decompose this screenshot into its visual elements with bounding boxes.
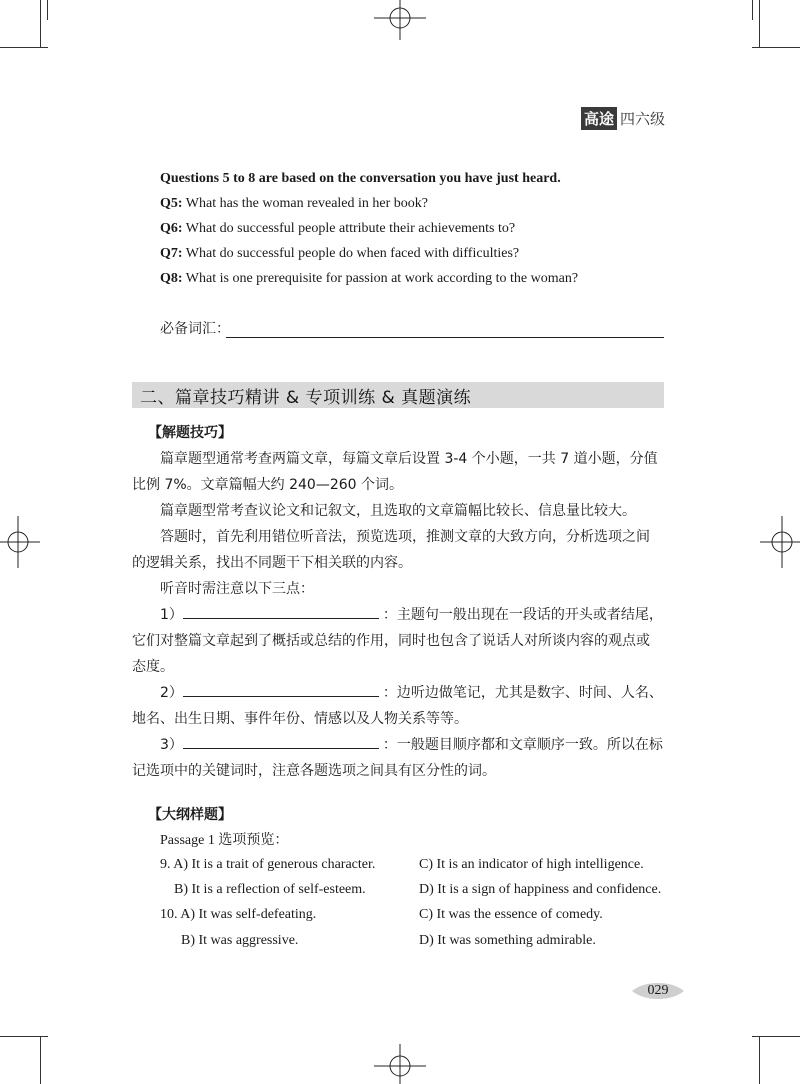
crop-mark	[752, 1036, 800, 1037]
option-10b: B) It was aggressive.	[181, 933, 299, 948]
option-9a: 9. A) It is a trait of generous character.	[160, 857, 376, 872]
tips-paragraph: 篇章题型通常考查两篇文章，每篇文章后设置 3-4 个小题，一共 7 道小题，分值	[160, 451, 658, 467]
option-10d: D) It was something admirable.	[419, 933, 596, 948]
point-number: 3）	[160, 737, 183, 753]
passage-label: Passage 1 选项预览：	[160, 833, 289, 848]
registration-mark-icon	[760, 512, 800, 572]
question-text: What do successful people do when faced with difficulties?	[182, 246, 520, 261]
question-text: What is one prerequisite for passion at work according to the woman?	[182, 271, 579, 286]
option-9d: D) It is a sign of happiness and confidence.	[419, 882, 662, 897]
question-number: Q6:	[160, 221, 183, 236]
section-title: 二、篇章技巧精讲 & 专项训练 & 真题演练	[140, 387, 472, 408]
question-q7	[160, 241, 519, 267]
crop-mark	[40, 0, 41, 48]
vocab-row	[160, 316, 230, 342]
registration-mark-icon	[0, 512, 40, 572]
tips-paragraph: 答题时，首先利用错位听音法，预览选项，推测文章的大致方向，分析选项之间	[160, 529, 650, 545]
point-number: 1）	[160, 607, 183, 623]
point-2-cont: 地名、出生日期、事件年份、情感以及人物关系等等。	[132, 711, 468, 727]
brand-logo: 高途	[581, 107, 617, 130]
option-10c: C) It was the essence of comedy.	[419, 907, 603, 922]
question-text: What has the woman revealed in her book?	[182, 196, 428, 211]
option-9b: B) It is a reflection of self-esteem.	[174, 882, 366, 897]
page-number-badge	[630, 980, 686, 1002]
question-q5	[160, 191, 428, 217]
fill-blank	[183, 681, 379, 697]
tips-paragraph: 比例 7%。文章篇幅大约 240—260 个词。	[132, 477, 404, 493]
tips-paragraph: 的逻辑关系，找出不同题干下相关联的内容。	[132, 555, 412, 571]
crop-mark	[759, 0, 760, 48]
tips-heading: 【解题技巧】	[148, 425, 232, 441]
question-q6	[160, 216, 515, 242]
point-text: ：主题句一般出现在一段话的开头或者结尾，	[382, 607, 663, 623]
point-2	[160, 680, 663, 706]
crop-mark	[0, 47, 48, 48]
fill-blank	[183, 603, 379, 619]
tips-paragraph: 篇章题型常考查议论文和记叙文，且选取的文章篇幅比较长、信息量比较大。	[160, 503, 636, 519]
point-1	[160, 602, 663, 628]
header-brand	[581, 107, 665, 130]
crop-mark	[752, 0, 753, 20]
registration-mark-icon	[370, 0, 430, 40]
option-9c: C) It is an indicator of high intelligence.	[419, 857, 644, 872]
point-text: ：边听边做笔记，尤其是数字、时间、人名、	[382, 685, 663, 701]
point-text: ：一般题目顺序都和文章顺序一致。所以在标	[382, 737, 663, 753]
tips-paragraph: 听音时需注意以下三点：	[160, 581, 314, 597]
question-q8	[160, 266, 578, 292]
exam-level: 四六级	[620, 110, 666, 128]
option-10a: 10. A) It was self-defeating.	[160, 907, 317, 922]
question-number: Q8:	[160, 271, 183, 286]
section-header	[132, 382, 664, 408]
point-3	[160, 732, 663, 758]
sample-heading: 【大纲样题】	[148, 807, 232, 823]
crop-mark	[0, 1036, 48, 1037]
crop-mark	[759, 1036, 760, 1084]
registration-mark-icon	[370, 1044, 430, 1084]
fill-blank	[183, 733, 379, 749]
point-3-cont: 记选项中的关键词时，注意各题选项之间具有区分性的词。	[132, 763, 496, 779]
vocab-blank	[226, 337, 664, 338]
crop-mark	[752, 47, 800, 48]
vocab-label: 必备词汇：	[160, 321, 230, 337]
question-text: What do successful people attribute their achievements to?	[182, 221, 516, 236]
point-1-cont: 它们对整篇文章起到了概括或总结的作用，同时也包含了说话人对所谈内容的观点或	[132, 633, 650, 649]
question-number: Q5:	[160, 196, 183, 211]
question-number: Q7:	[160, 246, 183, 261]
questions-intro: Questions 5 to 8 are based on the conversation you have just heard.	[160, 171, 561, 186]
point-1-cont: 态度。	[132, 659, 174, 675]
point-number: 2）	[160, 685, 183, 701]
crop-mark	[47, 0, 48, 20]
page-number: 029	[647, 983, 669, 998]
crop-mark	[40, 1036, 41, 1084]
